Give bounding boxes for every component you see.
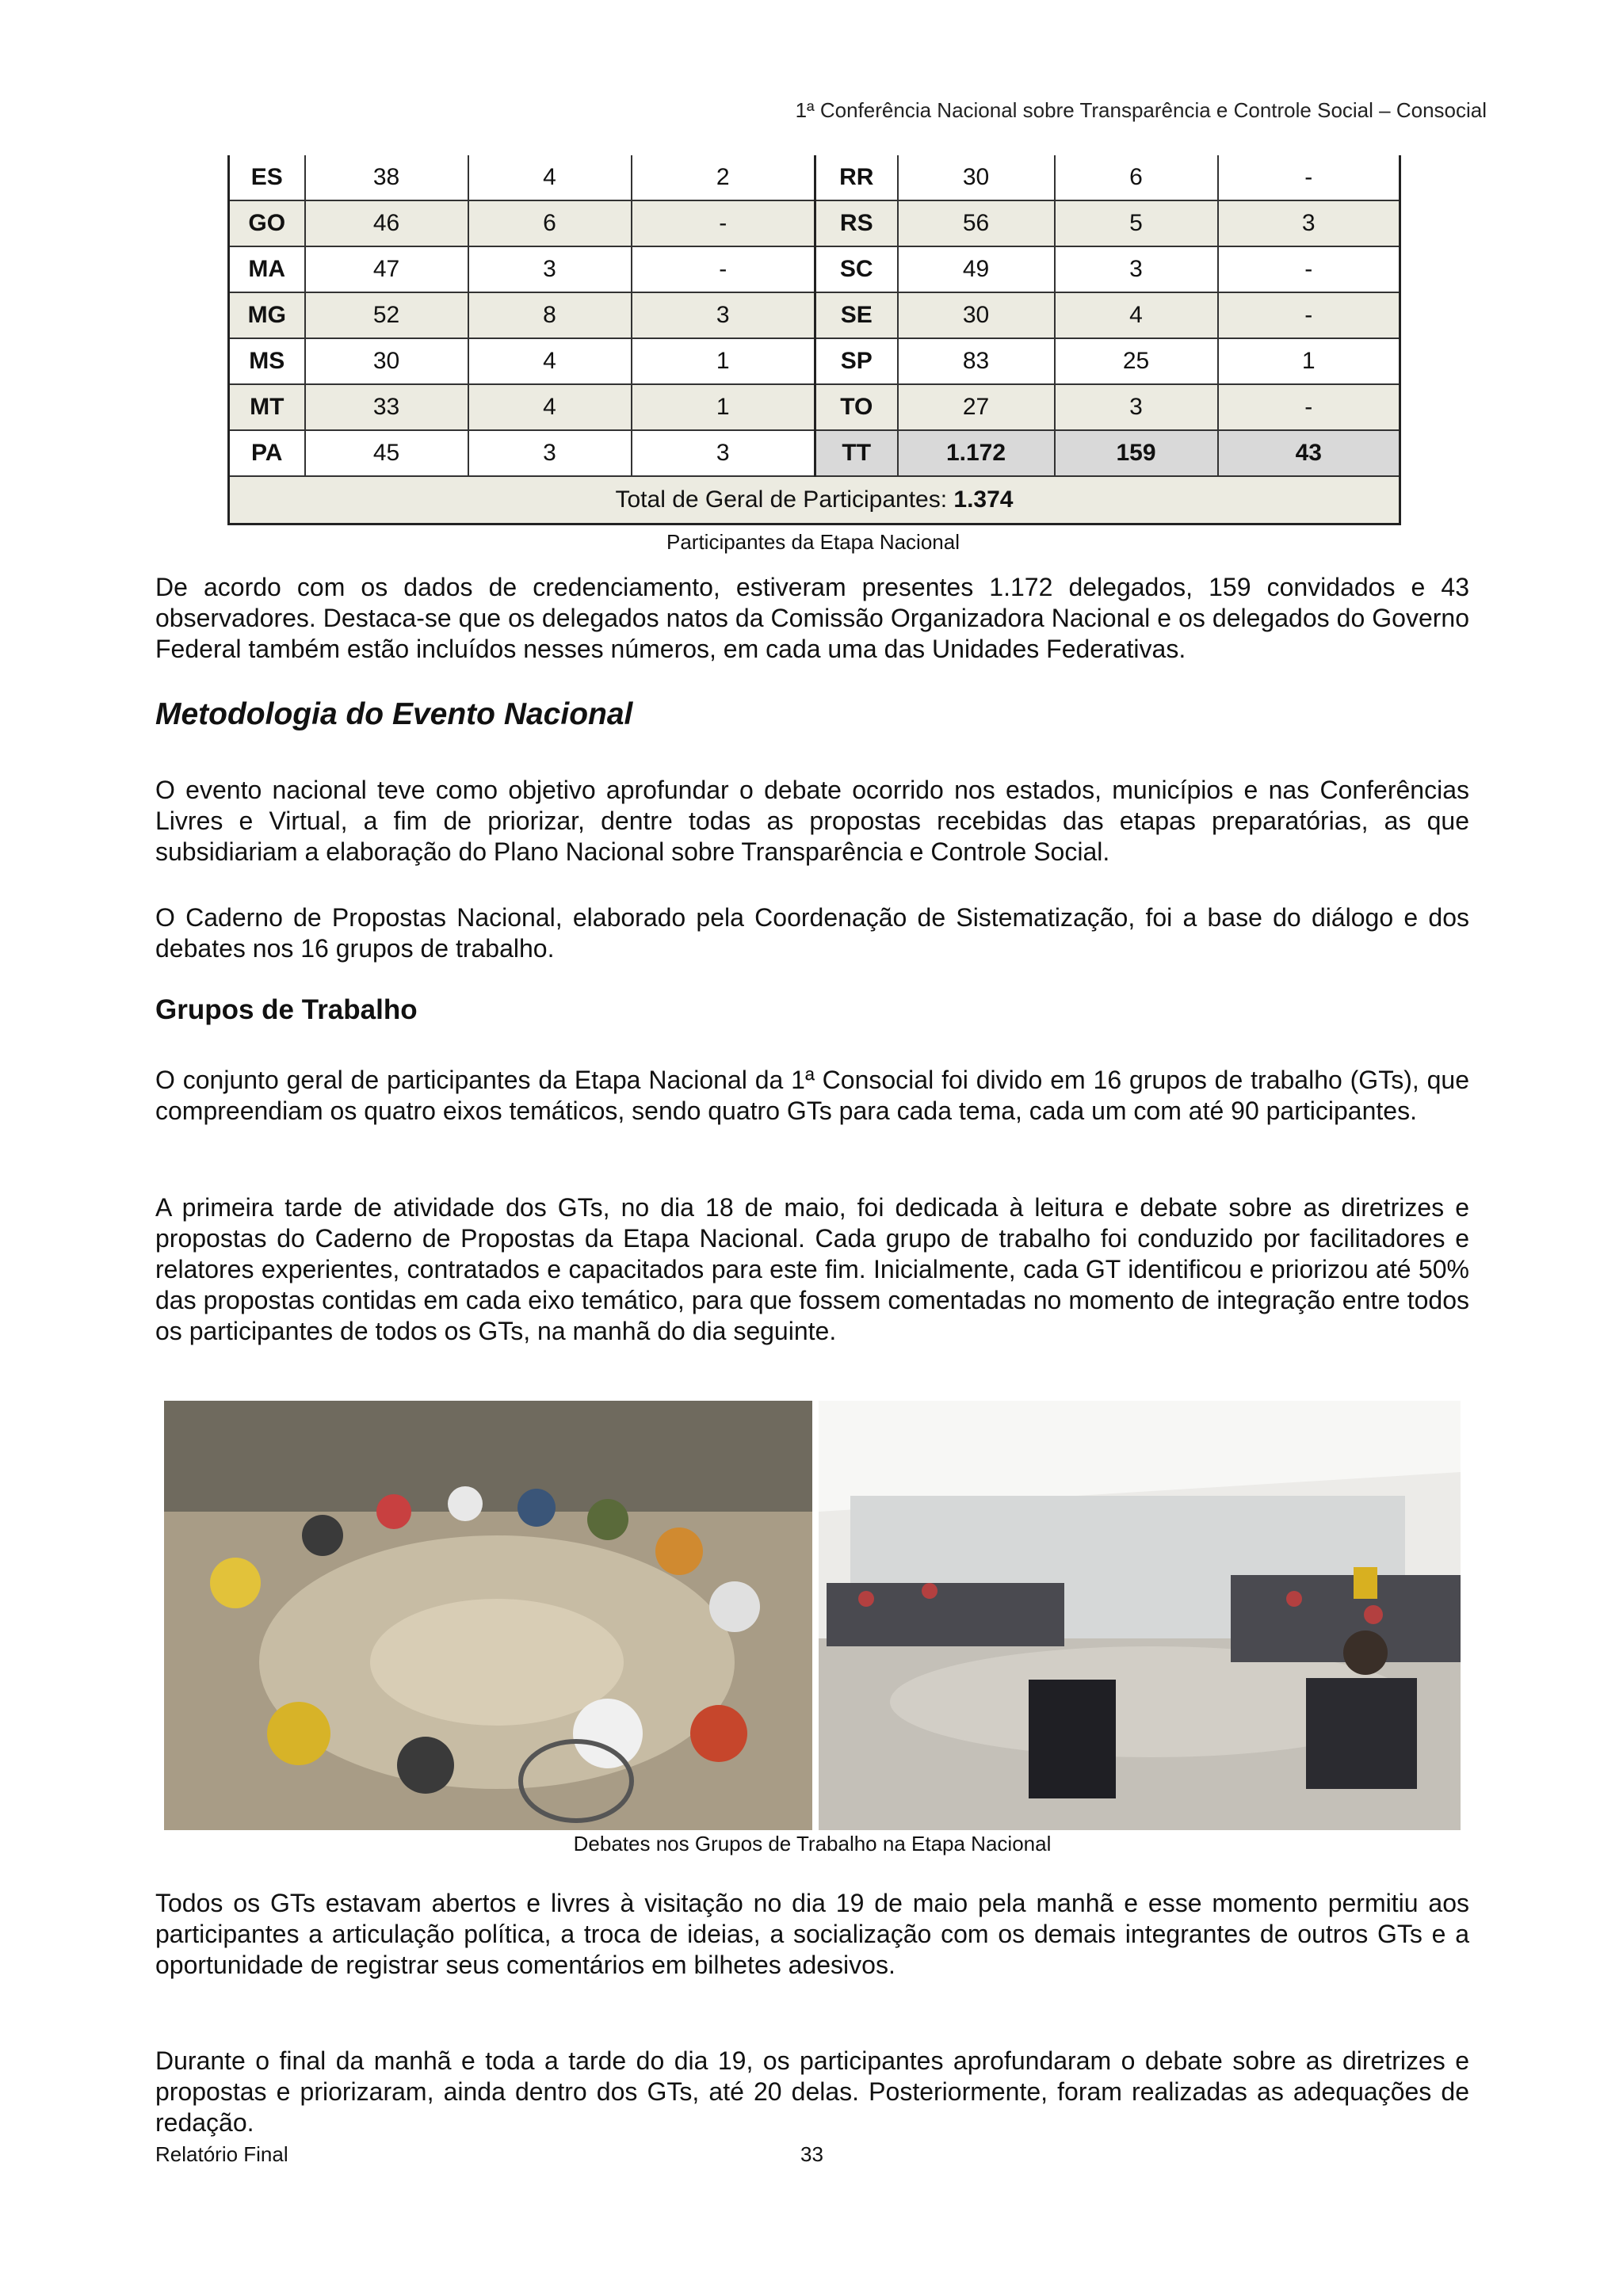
table-row [229, 246, 1400, 292]
value-cell: 3 [632, 430, 815, 476]
uf-cell: SP [815, 338, 898, 384]
value-cell: - [1218, 292, 1400, 338]
uf-cell: GO [229, 200, 305, 246]
value-cell: 30 [898, 292, 1055, 338]
table-row [229, 200, 1400, 246]
value-cell: 4 [468, 155, 632, 200]
grand-total-row [229, 476, 1400, 524]
heading-block-metodologia [155, 697, 1469, 732]
value-cell: 3 [468, 246, 632, 292]
paragraph-credenciamento: De acordo com os dados de credenciamento, estiveram presentes 1.172 delegados, 159 convidados e 43 observadores. Destaca-se que os delegados natos da Comissão Organizadora Nacional e os delegados do Governo Federal também estão incluídos nesses números, em cada uma das Unidades Federativas. [155, 573, 1469, 663]
value-cell: - [1218, 155, 1400, 200]
uf-cell: SE [815, 292, 898, 338]
value-cell: 4 [468, 384, 632, 430]
paragraph-caderno: O Caderno de Propostas Nacional, elaborado pela Coordenação de Sistematização, foi a base do diálogo e dos debates nos 16 grupos de trabalho. [155, 903, 1469, 963]
footer-report-title: Relatório Final [155, 2142, 288, 2166]
value-cell: 3 [632, 292, 815, 338]
value-cell: 56 [898, 200, 1055, 246]
value-cell: 1.172 [898, 430, 1055, 476]
paragraph-primeira-tarde: A primeira tarde de atividade dos GTs, no dia 18 de maio, foi dedicada à leitura e debate sobre as diretrizes e propostas do Caderno de Propostas da Etapa Nacional. Cada grupo de trabalho foi conduzido por facilitadores e relatores experientes, contratados e capacitados para este fim. Inicialmente, cada GT identificou e priorizou até 50% das propostas contidas em cada eixo temático, para que fossem comentadas no momento de integração entre todos os participantes de todos os GTs, na manhã do dia seguinte. [155, 1193, 1469, 1345]
grand-total-value: 1.374 [953, 486, 1014, 513]
value-cell: 3 [1055, 246, 1218, 292]
table-row [229, 292, 1400, 338]
value-cell: 2 [632, 155, 815, 200]
table-caption: Participantes da Etapa Nacional [666, 530, 960, 554]
value-cell: 30 [898, 155, 1055, 200]
value-cell: 4 [468, 338, 632, 384]
uf-cell: TO [815, 384, 898, 430]
photo-circle-debate [164, 1401, 812, 1830]
value-cell: 3 [1055, 384, 1218, 430]
value-cell: 4 [1055, 292, 1218, 338]
paragraph-final-manha: Durante o final da manhã e toda a tarde do dia 19, os participantes aprofundaram o debate sobre as diretrizes e propostas e priorizaram, ainda dentro dos GTs, até 20 delas. Posteriormente, foram realizadas as adequações de redação. [155, 2046, 1469, 2137]
participants-table [227, 155, 1401, 525]
footer-page-number: 33 [800, 2142, 823, 2166]
participants-table-wrap [227, 155, 1399, 555]
heading-grupos-trabalho: Grupos de Trabalho [155, 994, 418, 1025]
figure-caption: Debates nos Grupos de Trabalho na Etapa Nacional [573, 1832, 1052, 1855]
paragraph-objetivo: O evento nacional teve como objetivo aprofundar o debate ocorrido nos estados, municípios e nas Conferências Livres e Virtual, a fim de priorizar, dentre todas as propostas recebidas das etapas preparatórias, as que subsidiariam a elaboração do Plano Nacional sobre Transparência e Controle Social. [155, 776, 1469, 866]
value-cell: 49 [898, 246, 1055, 292]
tarde-paragraph-block [155, 1192, 1469, 1347]
value-cell: 47 [305, 246, 468, 292]
intro-paragraph-block [155, 572, 1469, 665]
uf-cell: PA [229, 430, 305, 476]
table-row [229, 384, 1400, 430]
paragraph-visitacao: Todos os GTs estavam abertos e livres à visitação no dia 19 de maio pela manhã e esse momento permitiu aos participantes a articulação política, a troca de ideias, a socialização com os demais integrantes de outros GTs e a oportunidade de registrar seus comentários em bilhetes adesivos. [155, 1889, 1469, 1979]
value-cell: 3 [468, 430, 632, 476]
value-cell: - [1218, 246, 1400, 292]
paragraph-conjunto-geral: O conjunto geral de participantes da Etapa Nacional da 1ª Consocial foi divido em 16 grupos de trabalho (GTs), que compreendiam os quatro eixos temáticos, sendo quatro GTs para cada tema, cada um com até 90 participantes. [155, 1066, 1469, 1125]
uf-cell: MA [229, 246, 305, 292]
value-cell: 83 [898, 338, 1055, 384]
value-cell: 1 [632, 338, 815, 384]
running-header: 1ª Conferência Nacional sobre Transparência e Controle Social – Consocial [795, 98, 1487, 122]
uf-cell: MS [229, 338, 305, 384]
value-cell: - [632, 200, 815, 246]
value-cell: 1 [632, 384, 815, 430]
value-cell: 8 [468, 292, 632, 338]
value-cell: 3 [1218, 200, 1400, 246]
value-cell: 27 [898, 384, 1055, 430]
value-cell: 52 [305, 292, 468, 338]
value-cell: 38 [305, 155, 468, 200]
table-row [229, 155, 1400, 200]
grand-total-label: Total de Geral de Participantes: [615, 486, 954, 513]
uf-cell: SC [815, 246, 898, 292]
value-cell: 30 [305, 338, 468, 384]
value-cell: 43 [1218, 430, 1400, 476]
uf-cell: TT [815, 430, 898, 476]
value-cell: - [632, 246, 815, 292]
caderno-paragraph-block [155, 902, 1469, 964]
table-row [229, 430, 1400, 476]
value-cell: 6 [468, 200, 632, 246]
photo-strip [164, 1401, 1461, 1830]
photo-room-audience [819, 1401, 1461, 1830]
value-cell: 46 [305, 200, 468, 246]
value-cell: 45 [305, 430, 468, 476]
final-paragraph-block [155, 2046, 1469, 2138]
metodologia-paragraph-block [155, 775, 1469, 868]
value-cell: 5 [1055, 200, 1218, 246]
uf-cell: RS [815, 200, 898, 246]
value-cell: 159 [1055, 430, 1218, 476]
uf-cell: MG [229, 292, 305, 338]
value-cell: - [1218, 384, 1400, 430]
uf-cell: ES [229, 155, 305, 200]
value-cell: 1 [1218, 338, 1400, 384]
heading-block-grupos [155, 994, 1469, 1026]
grupos-paragraph-block [155, 1065, 1469, 1127]
visitacao-paragraph-block [155, 1888, 1469, 1981]
uf-cell: MT [229, 384, 305, 430]
value-cell: 6 [1055, 155, 1218, 200]
value-cell: 25 [1055, 338, 1218, 384]
heading-metodologia: Metodologia do Evento Nacional [155, 697, 633, 731]
value-cell: 33 [305, 384, 468, 430]
table-row [229, 338, 1400, 384]
uf-cell: RR [815, 155, 898, 200]
